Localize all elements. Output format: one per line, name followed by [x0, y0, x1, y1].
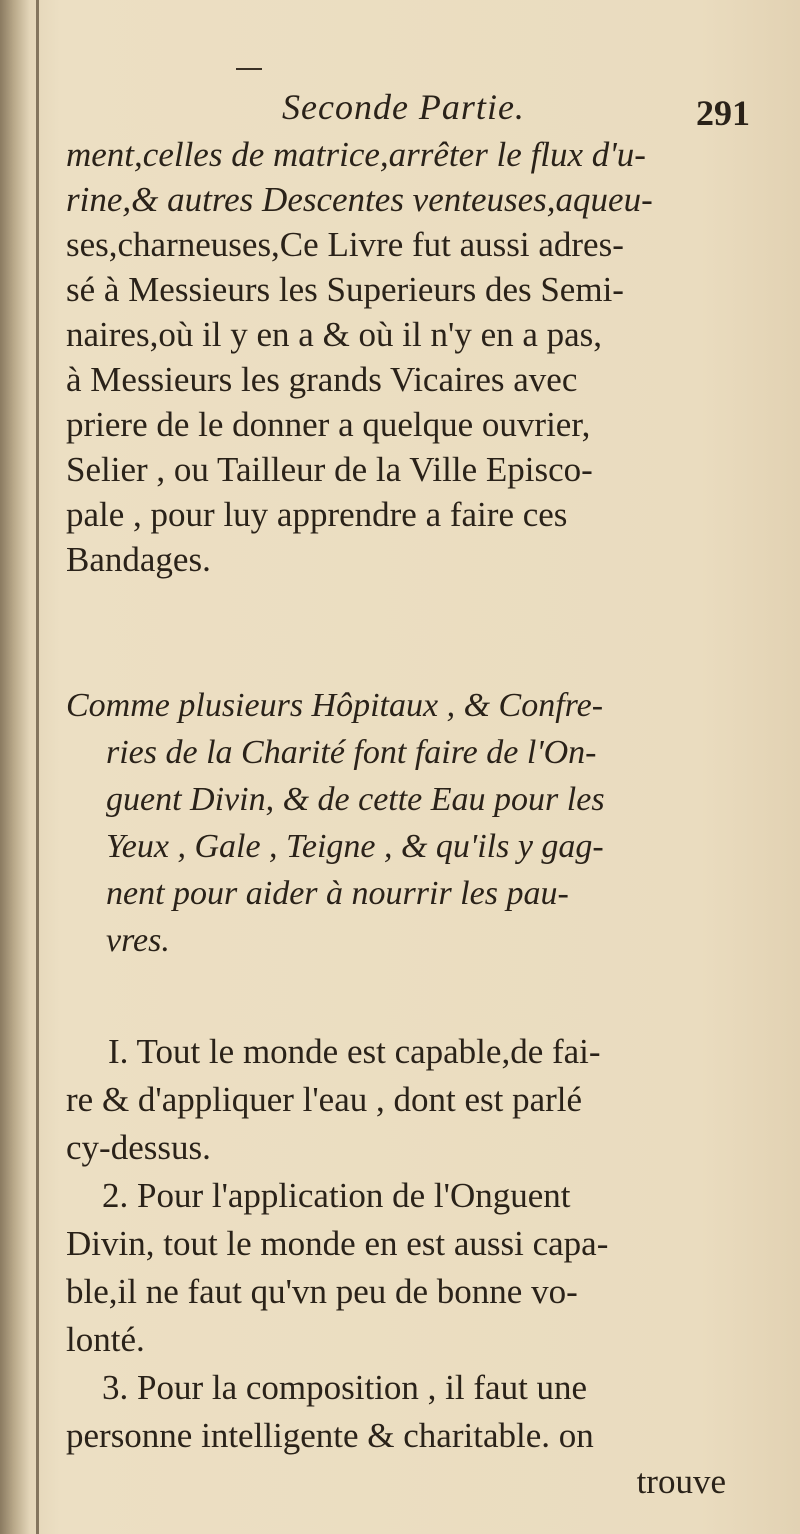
text-line: nent pour aider à nourrir les pau- — [106, 875, 569, 912]
text-line: vres. — [106, 922, 170, 959]
paragraph-1 — [66, 132, 738, 582]
dash-mark — [236, 68, 262, 70]
text-line: personne intelligente & charitable. on — [66, 1416, 594, 1455]
text-line: ries de la Charité font faire de l'On- — [106, 734, 597, 771]
text-line: pale , pour luy apprendre a faire ces — [66, 495, 568, 534]
text-line: sé à Messieurs les Superieurs des Semi- — [66, 270, 624, 309]
text-line: Selier , ou Tailleur de la Ville Episco- — [66, 450, 593, 489]
running-title: Seconde Partie. — [282, 87, 525, 127]
page-number: 291 — [696, 93, 750, 133]
text-line: Yeux , Gale , Teigne , & qu'ils y gag- — [106, 828, 604, 865]
text-line: naires,où il y en a & où il n'y en a pas, — [66, 315, 603, 354]
gutter-line — [36, 0, 39, 1534]
text-line: ble,il ne faut qu'vn peu de bonne vo- — [66, 1272, 578, 1311]
running-head — [70, 82, 750, 132]
text-line: rine,& autres Descentes venteuses,aqueu- — [66, 180, 653, 219]
text-line: re & d'appliquer l'eau , dont est parlé — [66, 1080, 583, 1119]
paragraph-3 — [66, 1028, 738, 1460]
text-line: Bandages. — [66, 540, 211, 579]
text-line: ses,charneuses,Ce Livre fut aussi adres- — [66, 225, 624, 264]
catchword: trouve — [636, 1462, 726, 1501]
text-line: cy-dessus. — [66, 1128, 211, 1167]
text-line: à Messieurs les grands Vicaires avec — [66, 360, 578, 399]
text-line: 2. Pour l'application de l'Onguent — [102, 1176, 571, 1215]
text-line: I. Tout le monde est capable,de fai- — [108, 1032, 601, 1071]
text-line: 3. Pour la composition , il faut une — [102, 1368, 588, 1407]
text-line: guent Divin, & de cette Eau pour les — [106, 781, 605, 818]
text-line: ment,celles de matrice,arrêter le flux d'u- — [66, 135, 646, 174]
text-line: lonté. — [66, 1320, 145, 1359]
text-line: Comme plusieurs Hôpitaux , & Confre- — [66, 687, 604, 724]
text-line: priere de le donner a quelque ouvrier, — [66, 405, 591, 444]
paragraph-2 — [66, 682, 738, 964]
text-line: Divin, tout le monde en est aussi capa- — [66, 1224, 609, 1263]
